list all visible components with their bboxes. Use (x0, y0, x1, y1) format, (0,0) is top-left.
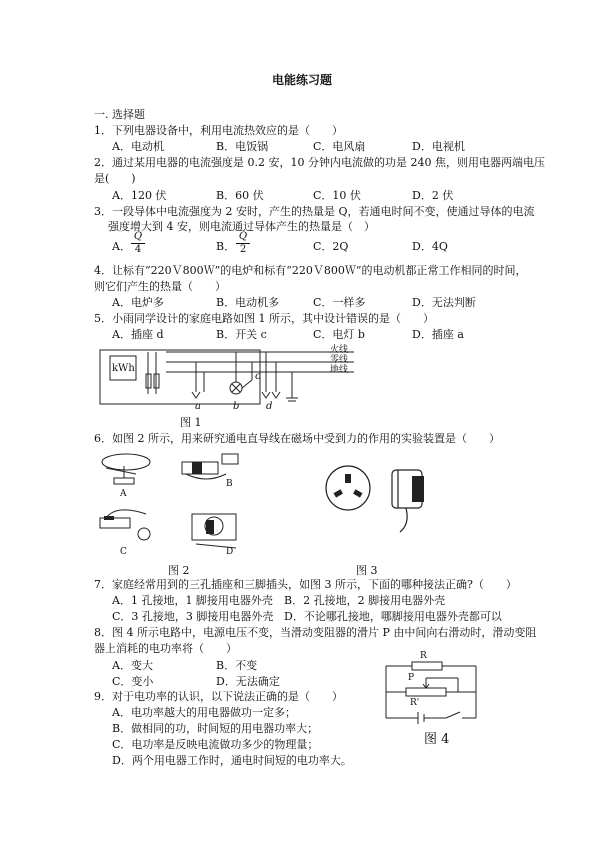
q5-option-a: A．插座 d (112, 328, 164, 341)
fig4-label-r-prime: R' (410, 698, 420, 708)
fig4-caption: 图 4 (424, 732, 450, 747)
q8-option-d: D．无法确定 (216, 675, 280, 688)
q4-option-a: A．电炉多 (112, 296, 164, 309)
q3-b-denominator: 2 (239, 244, 247, 255)
question-6: 6．如图 2 所示，用来研究通电直导线在磁场中受到力的作用的实验装置是（ ） (94, 432, 500, 445)
q1-option-d: D．电视机 (412, 140, 465, 153)
q2-option-a: A．120 伏 (112, 189, 167, 202)
q3-b-numerator: Q (238, 231, 248, 242)
fig1-label-c: c (255, 371, 261, 382)
question-7: 7．家庭经常用到的三孔插座和三脚插头，如图 3 所示，下面的哪种接法正确?（ ） (94, 578, 517, 591)
fig2-label-d: D (226, 547, 234, 557)
q8-option-a: A．变大 (112, 659, 153, 672)
question-5: 5．小雨同学设计的家庭电路如图 1 所示，其中设计错误的是（ ） (94, 312, 434, 325)
fig1-label-d: d (266, 401, 273, 412)
q8-option-c: C．变小 (112, 675, 154, 688)
q9-option-c: C．电功率是反映电流做功多少的物理量； (112, 738, 319, 751)
q7-option-a: A．1 孔接地，1 脚接用电器外壳 (112, 594, 273, 607)
q4-option-c: C．一样多 (313, 296, 366, 309)
figure-1-household-circuit (96, 344, 356, 416)
q2-option-c: C．10 伏 (313, 189, 361, 202)
question-8-line-2: 器上消耗的电功率将（ ） (94, 642, 237, 655)
fig1-caption: 图 1 (180, 416, 202, 429)
fig1-label-b: b (233, 401, 240, 412)
q3-option-a: A． (112, 240, 131, 253)
q8-option-b: B．不变 (216, 659, 258, 672)
fig1-meter-label: kWh (112, 363, 135, 374)
section-heading: 一. 选择题 (94, 108, 145, 121)
question-8-line-1: 8．图 4 所示电路中，电源电压不变，当滑动变阻器的滑片 P 由中间向右滑动时，滑动变阻 (94, 626, 537, 639)
page-title: 电能练习题 (272, 73, 333, 87)
q1-option-b: B．电饭锅 (216, 140, 269, 153)
q2-option-b: B．60 伏 (216, 189, 264, 202)
question-3-line-2: 强度增大到 4 安，则电流通过导体产生的热量是（ ） (108, 220, 375, 233)
q9-option-a: A．电功率越大的用电器做功一定多； (112, 706, 296, 719)
fig4-label-p: P (408, 673, 415, 683)
q3-a-denominator: 4 (134, 244, 142, 255)
q5-option-c: C．电灯 b (313, 328, 365, 341)
figure-4-circuit (382, 656, 482, 728)
question-4-line-1: 4．让标有“220Ｖ800Ｗ”的电炉和标有“220Ｖ800Ｗ”的电动机都正常工作相同的时间， (94, 264, 527, 277)
q9-option-d: D．两个用电器工作时，通电时间短的电功率大。 (112, 754, 352, 767)
q3-option-a-fraction (131, 232, 145, 255)
fig4-label-r: R (420, 651, 427, 661)
q3-option-b-fraction (236, 232, 250, 255)
figure-2-experiments (96, 448, 286, 558)
q5-option-d: D．插座 a (412, 328, 464, 341)
q5-option-b: B．开关 c (216, 328, 267, 341)
q1-option-c: C．电风扇 (313, 140, 366, 153)
q3-option-b: B． (216, 240, 236, 253)
fig2-label-b: B (226, 479, 233, 489)
figure-3-socket-plug (322, 458, 442, 538)
question-2-line-2: 是( ) (94, 172, 136, 185)
q7-option-d: D．不论哪孔接地，哪脚接用电器外壳都可以 (284, 610, 502, 623)
fig1-ground-wire: 地线 (330, 365, 349, 375)
fig2-caption: 图 2 (168, 564, 190, 577)
fig2-label-a: A (120, 489, 127, 499)
q4-option-b: B．电动机多 (216, 296, 280, 309)
question-1: 1．下列电器设备中，利用电流热效应的是（ ） (94, 124, 343, 137)
fig2-label-c: C (120, 547, 127, 557)
q4-option-d: D．无法判断 (412, 296, 476, 309)
question-2-line-1: 2．通过某用电器的电流强度是 0.2 安，10 分钟内电流做的功是 240 焦，则用电器两端电压 (94, 156, 545, 169)
q1-option-a: A．电动机 (112, 140, 164, 153)
q3-a-numerator: Q (133, 231, 143, 242)
fig1-neutral-wire: 零线 (330, 355, 349, 365)
fig3-caption: 图 3 (356, 564, 378, 577)
q3-option-c: C．2Q (313, 240, 349, 253)
q9-option-b: B．做相同的功，时间短的用电器功率大； (112, 722, 319, 735)
question-9: 9．对于电功率的认识，以下说法正确的是（ ） (94, 690, 343, 703)
q2-option-d: D．2 伏 (412, 189, 454, 202)
fig1-live-wire: 火线 (330, 345, 349, 355)
q7-option-c: C．3 孔接地，3 脚接用电器外壳 (112, 610, 274, 623)
question-4-line-2: 则它们产生的热量（ ） (94, 280, 226, 293)
fig1-label-a: a (195, 401, 201, 412)
q7-option-b: B．2 孔接地，2 脚接用电器外壳 (284, 594, 446, 607)
q3-option-d: D．4Q (412, 240, 448, 253)
question-3-line-1: 3．一段导体中电流强度为 2 安时，产生的热量是 Q，若通电时间不变，使通过导体的电流 (94, 205, 535, 218)
